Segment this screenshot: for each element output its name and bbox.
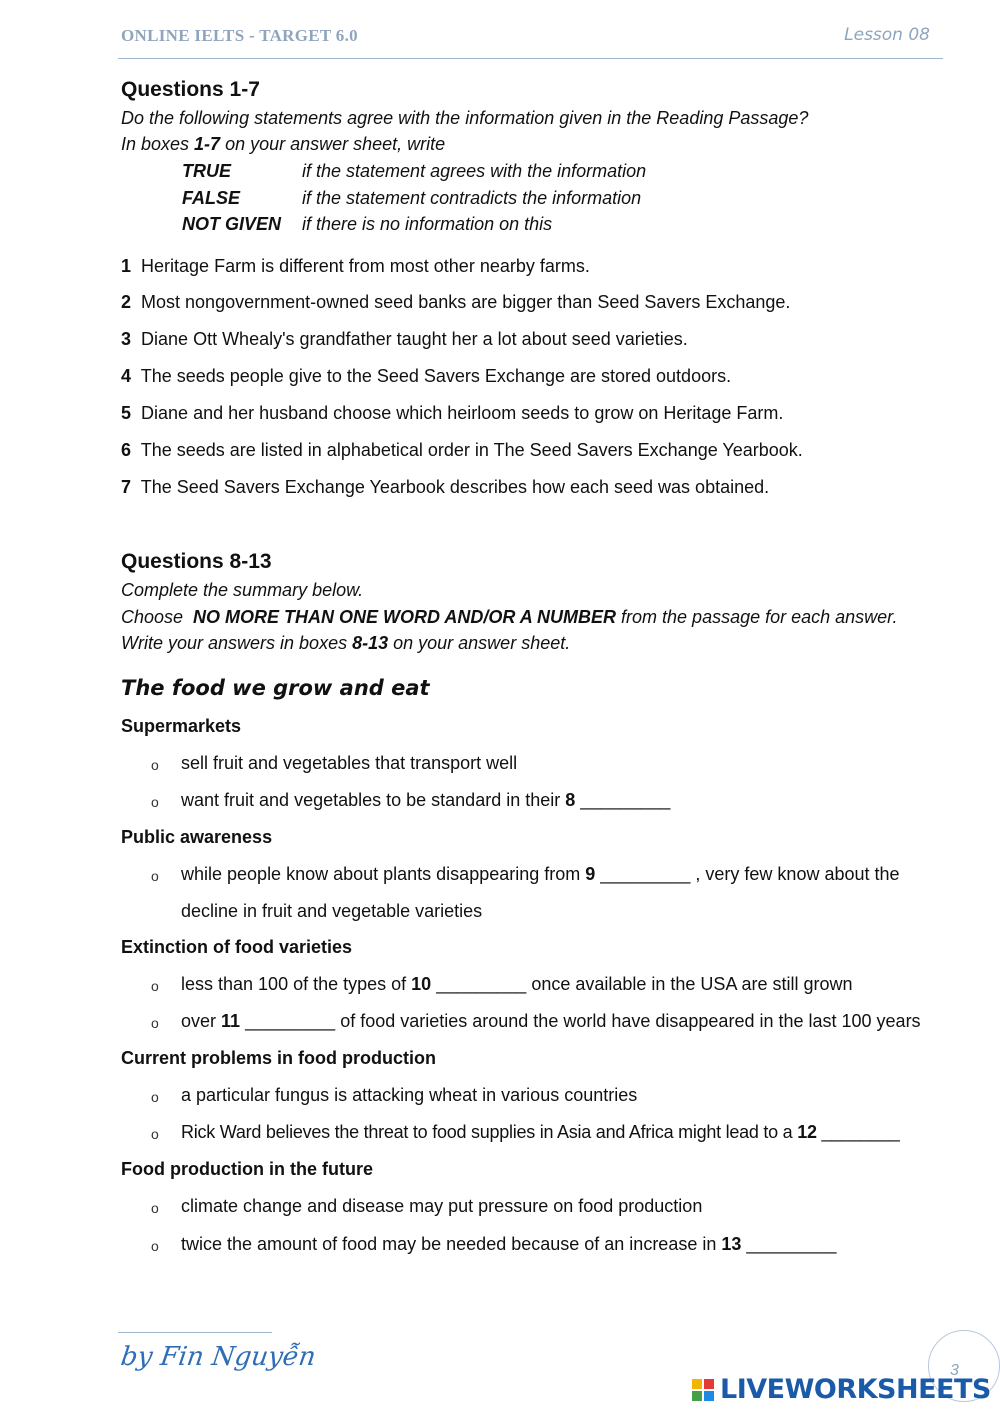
answer-blank-8[interactable]: _________ (580, 790, 671, 810)
summary-item: climate change and disease may put pressure on food production (181, 1196, 703, 1216)
bullet-icon: o (151, 978, 159, 994)
answer-blank-11[interactable]: _________ (245, 1011, 336, 1031)
liveworksheets-logo[interactable] (692, 1374, 991, 1405)
bullet-icon: o (151, 794, 159, 810)
summary-title: The food we grow and eat (121, 676, 430, 700)
option-false-key: FALSE (182, 188, 241, 208)
bullet-icon: o (151, 1200, 159, 1216)
summary-item: while people know about plants disappearing from 9 _________ , very few know about the (181, 864, 900, 884)
option-true-key: TRUE (182, 161, 231, 181)
statement-item: 1 Heritage Farm is different from most other nearby farms. (121, 256, 590, 276)
summary-item: sell fruit and vegetables that transport well (181, 753, 518, 773)
summary-item: want fruit and vegetables to be standard in their 8 _________ (181, 790, 671, 810)
header-course-title: ONLINE IELTS - TARGET 6.0 (121, 26, 358, 45)
answer-blank-12[interactable]: ________ (821, 1122, 900, 1142)
footer-divider (118, 1332, 272, 1333)
statement-item: 2 Most nongovernment-owned seed banks are bigger than Seed Savers Exchange. (121, 292, 791, 312)
section-heading-current-problems: Current problems in food production (121, 1048, 436, 1068)
statement-item: 3 Diane Ott Whealy's grandfather taught her a lot about seed varieties. (121, 329, 688, 349)
section-heading-public-awareness: Public awareness (121, 827, 273, 847)
summary-item: twice the amount of food may be needed because of an increase in 13 _________ (181, 1234, 837, 1254)
summary-item: over 11 _________ of food varieties around the world have disappeared in the last 100 years (181, 1011, 921, 1031)
answer-blank-10[interactable]: _________ (436, 974, 527, 994)
header-divider (118, 58, 943, 59)
summary-item: less than 100 of the types of 10 _________ once available in the USA are still grown (181, 974, 853, 994)
bullet-icon: o (151, 757, 159, 773)
section-heading-supermarkets: Supermarkets (121, 716, 242, 736)
liveworksheets-logo-icon (692, 1379, 714, 1401)
statement-item: 7 The Seed Savers Exchange Yearbook describes how each seed was obtained. (121, 477, 770, 497)
option-not-given-desc: if there is no information on this (302, 214, 553, 234)
liveworksheets-brand-text: LIVEWORKSHEETS (720, 1374, 991, 1405)
section-heading-future: Food production in the future (121, 1159, 373, 1179)
statement-item: 6 The seeds are listed in alphabetical order in The Seed Savers Exchange Yearbook. (121, 440, 803, 460)
questions-8-13-instruction: Complete the summary below. (121, 580, 364, 600)
questions-1-7-title: Questions 1-7 (121, 78, 260, 101)
summary-item: Rick Ward believes the threat to food supplies in Asia and Africa might lead to a 12 ________ (181, 1122, 900, 1142)
questions-8-13-title: Questions 8-13 (121, 550, 272, 573)
questions-1-7-box-instruction: In boxes 1-7 on your answer sheet, write (121, 134, 446, 154)
bullet-icon: o (151, 1089, 159, 1105)
answer-blank-13[interactable]: _________ (746, 1234, 837, 1254)
bullet-icon: o (151, 1126, 159, 1142)
option-not-given-key: NOT GIVEN (182, 214, 282, 234)
section-heading-extinction: Extinction of food varieties (121, 937, 353, 957)
header-lesson-label: Lesson 08 (844, 25, 930, 45)
author-signature: by Fin Nguyễn (118, 1342, 318, 1372)
questions-8-13-box-instruction: Write your answers in boxes 8-13 on your answer sheet. (121, 633, 571, 653)
summary-item-continued: decline in fruit and vegetable varieties (181, 901, 483, 921)
option-true-desc: if the statement agrees with the information (302, 161, 647, 181)
bullet-icon: o (151, 868, 159, 884)
bullet-icon: o (151, 1015, 159, 1031)
questions-1-7-instruction: Do the following statements agree with the information given in the Reading Passage? (121, 108, 809, 128)
summary-item: a particular fungus is attacking wheat in various countries (181, 1085, 638, 1105)
answer-blank-9[interactable]: _________ (600, 864, 691, 884)
option-false-desc: if the statement contradicts the information (302, 188, 642, 208)
statement-item: 5 Diane and her husband choose which heirloom seeds to grow on Heritage Farm. (121, 403, 784, 423)
statement-item: 4 The seeds people give to the Seed Savers Exchange are stored outdoors. (121, 366, 732, 386)
page-number: 3 (950, 1362, 959, 1379)
bullet-icon: o (151, 1238, 159, 1254)
questions-8-13-word-limit: Choose NO MORE THAN ONE WORD AND/OR A NUMBER from the passage for each answer. (121, 607, 898, 627)
